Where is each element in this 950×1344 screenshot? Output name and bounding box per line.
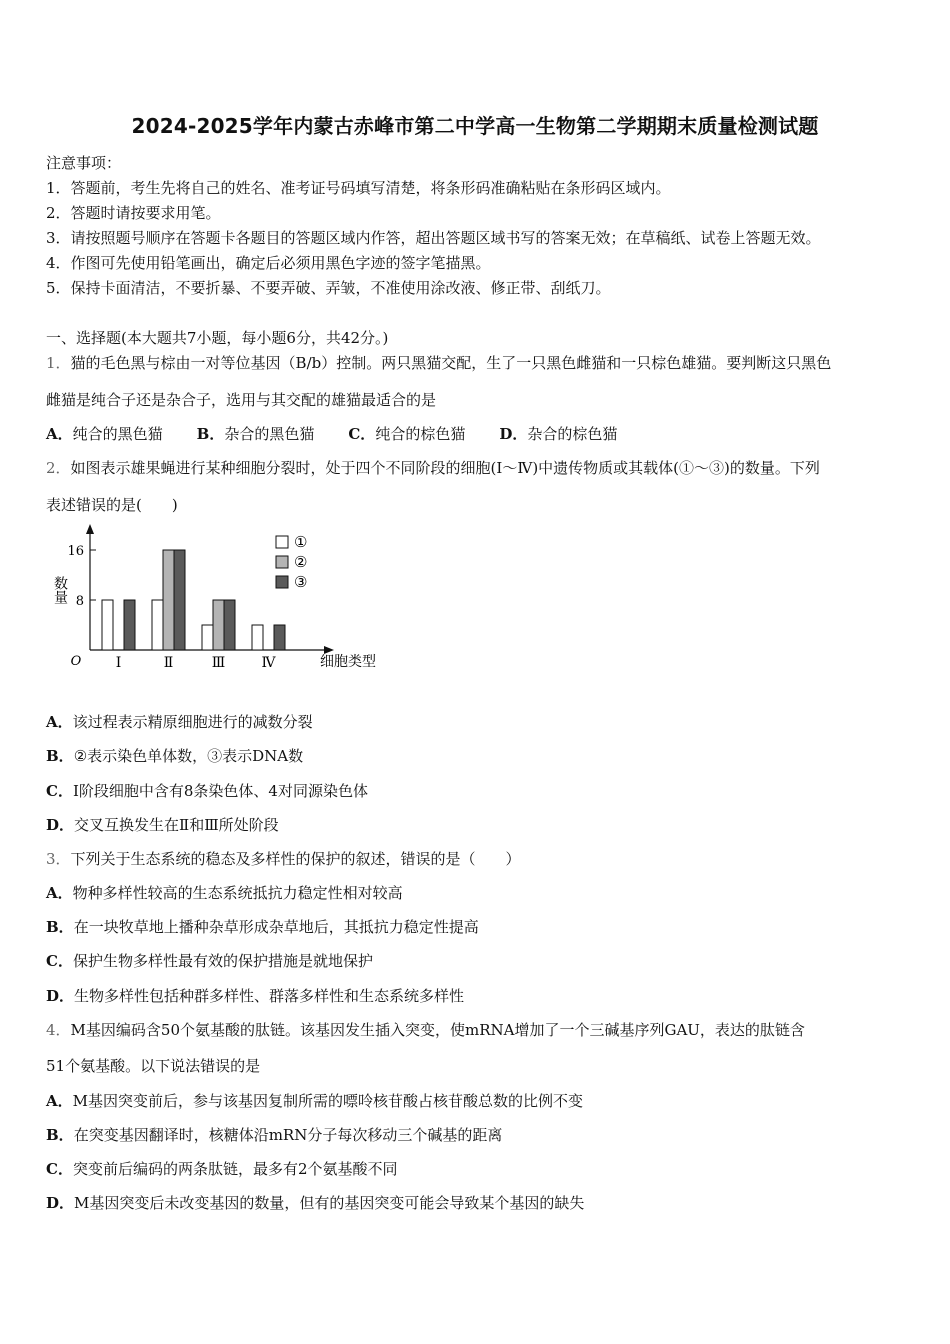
legend-swatch [276, 576, 288, 588]
legend-swatch [276, 536, 288, 548]
y-tick-label: 8 [75, 594, 84, 609]
question-number: 3． [46, 850, 71, 868]
option-b: B．②表示染色单体数，③表示DNA数 [46, 747, 304, 765]
section-heading: 一、选择题(本大题共7小题，每小题6分，共42分。) [46, 329, 389, 347]
bar-3-series-2 [213, 600, 224, 650]
option-c: C．Ⅰ阶段细胞中含有8条染色体、4对同源染色体 [46, 782, 368, 800]
question-3-stem [46, 848, 521, 869]
notice-item: 3．请按照题号顺序在答题卡各题目的答题区域内作答，超出答题区域书写的答案无效；在草稿纸、试卷上答题无效。 [46, 229, 821, 247]
x-category-label: Ⅱ [163, 655, 174, 671]
x-axis-arrow [324, 646, 334, 654]
x-category-label: Ⅳ [261, 655, 276, 671]
x-axis-label: 细胞类型 [320, 654, 376, 670]
notice-item: 1．答题前，考生先将自己的姓名、准考证号码填写清楚，将条形码准确粘贴在条形码区域内。 [46, 179, 671, 197]
notice-item: 5．保持卡面清洁，不要折暴、不要弄破、弄皱，不准使用涂改液、修正带、刮纸刀。 [46, 279, 611, 297]
question-1-options [46, 423, 651, 444]
option-d: D．生物多样性包括种群多样性、群落多样性和生态系统多样性 [46, 987, 465, 1005]
y-tick-label: 16 [67, 544, 84, 559]
option-a: A．物种多样性较高的生态系统抵抗力稳定性相对较高 [46, 884, 403, 902]
bar-3-series-1 [202, 625, 213, 650]
option-d: D．杂合的棕色猫 [499, 425, 618, 443]
origin-label: O [70, 654, 82, 669]
question-text: 猫的毛色黑与棕由一对等位基因（B/b）控制。两只黑猫交配，生了一只黑色雌猫和一只棕色雄猫。要判断这只黑色 [70, 354, 832, 372]
option-b: B．在突变基因翻译时，核糖体沿mRN分子每次移动三个碱基的距离 [46, 1126, 503, 1144]
page-title: 2024-2025学年内蒙古赤峰市第二中学高一生物第二学期期末质量检测试题 [131, 114, 819, 138]
option-a: A．纯合的黑色猫 [46, 425, 163, 443]
question-number: 1． [46, 354, 71, 372]
notice-item: 4．作图可先使用铅笔画出，确定后必须用黑色字迹的签字笔描黑。 [46, 254, 491, 272]
bar-1-series-1 [102, 600, 113, 650]
option-b: B．杂合的黑色猫 [196, 425, 315, 443]
question-text-cont: 雌猫是纯合子还是杂合子，选用与其交配的雄猫最适合的是 [46, 391, 437, 409]
option-c: C．保护生物多样性最有效的保护措施是就地保护 [46, 952, 373, 970]
bar-4-series-3 [274, 625, 285, 650]
question-text-cont: 表述错误的是( ) [46, 496, 178, 514]
question-2-stem [46, 457, 820, 478]
bar-2-series-2 [163, 550, 174, 650]
option-c: C．纯合的棕色猫 [348, 425, 466, 443]
legend-label: ③ [294, 573, 308, 591]
question-number: 4． [46, 1021, 71, 1039]
option-a: A．该过程表示精原细胞进行的减数分裂 [46, 713, 313, 731]
question-1-stem [46, 352, 831, 373]
question-text: 如图表示雄果蝇进行某种细胞分裂时，处于四个不同阶段的细胞(Ⅰ～Ⅳ)中遗传物质或其载体(①～③)的数量。下列 [70, 459, 820, 477]
bar-2-series-3 [174, 550, 185, 650]
legend-label: ② [294, 553, 308, 571]
bar-2-series-1 [152, 600, 163, 650]
x-category-label: Ⅰ [115, 655, 122, 671]
legend-label: ① [294, 533, 308, 551]
question-text: M基因编码含50个氨基酸的肽链。该基因发生插入突变，使mRNA增加了一个三碱基序列GAU，表达的肽链含 [70, 1021, 805, 1039]
y-axis-label: 数量 [52, 576, 68, 604]
bar-1-series-3 [124, 600, 135, 650]
y-axis-arrow [86, 524, 94, 534]
option-b: B．在一块牧草地上播种杂草形成杂草地后，其抵抗力稳定性提高 [46, 918, 479, 936]
option-d: D．交叉互换发生在Ⅱ和Ⅲ所处阶段 [46, 816, 279, 834]
notice-item: 2．答题时请按要求用笔。 [46, 204, 221, 222]
question-text-cont: 51个氨基酸。以下说法错误的是 [46, 1057, 261, 1075]
x-category-label: Ⅲ [211, 655, 226, 671]
option-c: C．突变前后编码的两条肽链，最多有2个氨基酸不同 [46, 1160, 398, 1178]
legend-swatch [276, 556, 288, 568]
option-d: D．M基因突变后未改变基因的数量，但有的基因突变可能会导致某个基因的缺失 [46, 1194, 585, 1212]
question-number: 2． [46, 459, 71, 477]
question-4-stem [46, 1019, 805, 1040]
bar-4-series-1 [252, 625, 263, 650]
question-text: 下列关于生态系统的稳态及多样性的保护的叙述，错误的是（ ） [70, 850, 521, 868]
bar-3-series-3 [224, 600, 235, 650]
option-a: A．M基因突变前后，参与该基因复制所需的嘌呤核苷酸占核苷酸总数的比例不变 [46, 1092, 584, 1110]
cell-division-bar-chart [40, 522, 380, 682]
notice-heading: 注意事项： [46, 154, 122, 172]
